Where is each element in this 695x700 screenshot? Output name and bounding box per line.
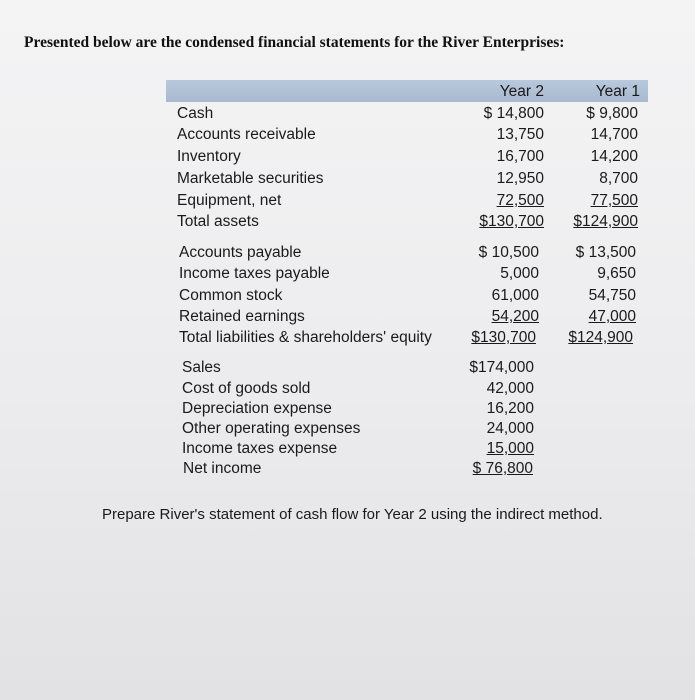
row-value-year2: 15,000 [486,440,534,457]
row-value-year2: 24,000 [486,420,534,437]
table-row-total [0,327,695,348]
row-label: Other operating expenses [182,420,361,437]
year1-header: Year 1 [595,83,640,100]
row-value-year2: $130,700 [471,329,536,346]
table-row [0,357,695,378]
table-row [0,146,695,167]
table-row [0,418,695,439]
row-value-year2: 72,500 [496,192,544,209]
row-label: Marketable securities [177,170,324,187]
table-row [0,124,695,145]
row-label: Accounts receivable [177,126,316,143]
table-row [0,378,695,399]
row-label: Retained earnings [179,308,305,325]
row-label: Total assets [177,213,259,230]
row-label: Cash [177,105,214,122]
row-label: Income taxes expense [182,440,338,457]
row-value-year1: 8,700 [599,170,638,187]
table-row [0,190,695,211]
row-value-year2: $ 76,800 [472,460,533,477]
table-row [0,103,695,124]
row-value-year2: 12,950 [496,170,544,187]
row-value-year1: $ 13,500 [575,244,636,261]
row-value-year2: $174,000 [469,359,534,376]
table-row [0,263,695,284]
table-row-total [0,211,695,232]
row-label: Inventory [177,148,241,165]
row-value-year2: $ 10,500 [478,244,539,261]
row-value-year1: 77,500 [590,192,638,209]
instruction-text: Prepare River's statement of cash flow for Year 2 using the indirect method. [102,506,603,523]
row-label: Total liabilities & shareholders' equity [179,329,432,346]
table-row [0,438,695,459]
row-value-year1: $ 9,800 [586,105,638,122]
column-header-row [0,81,695,102]
row-label: Equipment, net [177,192,282,209]
row-value-year1: $124,900 [568,329,633,346]
row-label: Sales [182,359,221,376]
row-value-year2: 54,200 [491,308,539,325]
table-row [0,242,695,263]
row-label: Income taxes payable [179,265,330,282]
row-value-year2: 42,000 [486,380,534,397]
row-label: Net income [183,460,262,477]
row-value-year1: 14,200 [590,148,638,165]
row-value-year1: 14,700 [590,126,638,143]
row-value-year2: 16,200 [486,400,534,417]
row-value-year1: $124,900 [573,213,638,230]
row-label: Accounts payable [179,244,302,261]
table-row-total [0,458,695,479]
row-value-year1: 9,650 [597,265,636,282]
table-row [0,168,695,189]
row-value-year1: 47,000 [588,308,636,325]
row-value-year2: $ 14,800 [483,105,544,122]
table-row [0,306,695,327]
row-label: Depreciation expense [182,400,332,417]
row-value-year2: 16,700 [496,148,544,165]
row-value-year2: 61,000 [491,287,539,304]
row-value-year2: 5,000 [500,265,539,282]
year2-header: Year 2 [499,83,544,100]
intro-text: Presented below are the condensed financial statements for the River Enterprises: [24,34,565,51]
row-value-year2: $130,700 [479,213,544,230]
row-label: Cost of goods sold [182,380,311,397]
row-label: Common stock [179,287,283,304]
row-value-year2: 13,750 [496,126,544,143]
table-row [0,398,695,419]
row-value-year1: 54,750 [588,287,636,304]
table-row [0,285,695,306]
